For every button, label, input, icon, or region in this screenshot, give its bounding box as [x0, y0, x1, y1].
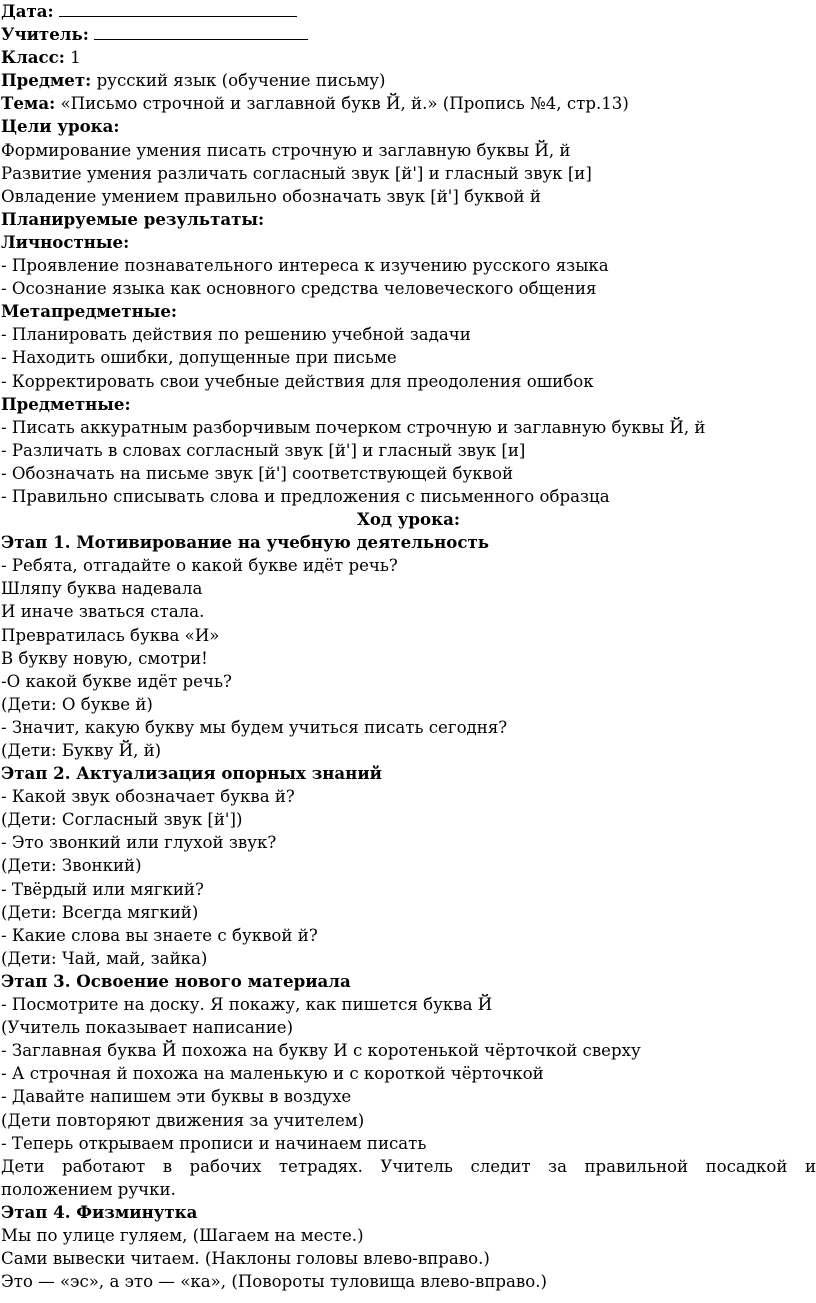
meta-result-item: - Находить ошибки, допущенные при письме [1, 348, 397, 368]
personal-result-item: - Проявление познавательного интереса к изучению русского языка [1, 256, 609, 276]
meta-result-item: - Планировать действия по решению учебной задачи [1, 325, 471, 345]
goal-item: Развитие умения различать согласный звук [й'] и гласный звук [и] [1, 163, 592, 183]
meta-results-heading: Метапредметные: [1, 301, 178, 322]
personal-result-item: - Осознание языка как основного средства человеческого общения [1, 279, 597, 299]
class-value: 1 [70, 48, 81, 68]
stage2-line: (Дети: Чай, май, зайка) [1, 948, 208, 968]
stage2-heading: Этап 2. Актуализация опорных знаний [1, 763, 382, 784]
personal-results-heading: Личностные: [1, 231, 130, 252]
date-blank [59, 0, 297, 17]
stage2-line: - Какие слова вы знаете с буквой й? [1, 925, 318, 945]
stage1-line: Шляпу буква надевала [1, 579, 203, 599]
goal-item: Овладение умением правильно обозначать звук [й'] буквой й [1, 186, 541, 206]
stage3-line: (Учитель показывает написание) [1, 1018, 294, 1038]
subject-value: русский язык (обучение письму) [96, 71, 386, 91]
topic-label: Тема: [1, 93, 56, 114]
subject-result-item: - Обозначать на письме звук [й'] соответствующей буквой [1, 463, 514, 483]
stage1-line: (Дети: О букве й) [1, 694, 153, 714]
stage2-line: (Дети: Звонкий) [1, 856, 142, 876]
stage3-line: - Давайте напишем эти буквы в воздухе [1, 1087, 352, 1107]
stage3-line: - Теперь открываем прописи и начинаем писать [1, 1133, 427, 1153]
stage2-line: - Это звонкий или глухой звук? [1, 833, 277, 853]
teacher-line [1, 23, 816, 46]
stage1-line: - Ребята, отгадайте о какой букве идёт речь? [1, 556, 398, 576]
stage3-paragraph-line: Дети работают в рабочих тетрадях. Учитель следит за правильной посадкой и [1, 1156, 816, 1176]
topic-line [1, 92, 816, 115]
subject-line [1, 69, 816, 92]
subject-result-item: - Писать аккуратным разборчивым почерком строчную и заглавную буквы Й, й [1, 417, 706, 437]
stage4-line: Это — «эс», а это — «ка», (Повороты туловища влево-вправо.) [1, 1272, 547, 1292]
subject-result-item: - Различать в словах согласный звук [й'] и гласный звук [и] [1, 440, 526, 460]
topic-value: «Письмо строчной и заглавной букв Й, й.» (Пропись №4, стр.13) [60, 94, 629, 114]
stage1-line: И иначе зваться стала. [1, 602, 205, 622]
stage2-line: (Дети: Всегда мягкий) [1, 902, 199, 922]
stage1-line: - Значит, какую букву мы будем учиться писать сегодня? [1, 717, 508, 737]
stage1-line: Превратилась буква «И» [1, 625, 220, 645]
stage3-line: - А строчная й похожа на маленькую и с короткой чёрточкой [1, 1064, 544, 1084]
class-line [1, 46, 816, 69]
stage2-line: (Дети: Согласный звук [й']) [1, 810, 243, 830]
stage3-line: - Заглавная буква Й похожа на букву И с коротенькой чёрточкой сверху [1, 1041, 641, 1061]
lesson-flow-heading: Ход урока: [357, 509, 460, 530]
stage3-heading: Этап 3. Освоение нового материала [1, 970, 351, 991]
stage4-line: Сами вывески читаем. (Наклоны головы влево-вправо.) [1, 1249, 490, 1269]
goals-heading: Цели урока: [1, 116, 120, 137]
stage1-line: (Дети: Букву Й, й) [1, 741, 162, 760]
subject-results-heading: Предметные: [1, 393, 131, 414]
stage2-line: - Твёрдый или мягкий? [1, 879, 204, 899]
teacher-blank [94, 23, 308, 40]
results-heading: Планируемые результаты: [1, 208, 265, 229]
subject-label: Предмет: [1, 70, 92, 91]
meta-result-item: - Корректировать свои учебные действия для преодоления ошибок [1, 371, 594, 391]
goal-item: Формирование умения писать строчную и заглавную буквы Й, й [1, 140, 571, 160]
stage3-line: (Дети повторяют движения за учителем) [1, 1110, 365, 1130]
stage3-line: - Посмотрите на доску. Я покажу, как пишется буква Й [1, 995, 493, 1015]
class-label: Класс: [1, 47, 65, 68]
date-line [1, 0, 816, 23]
stage4-line: Мы по улице гуляем, (Шагаем на месте.) [1, 1225, 364, 1245]
stage1-line: В букву новую, смотри! [1, 648, 208, 668]
stage4-heading: Этап 4. Физминутка [1, 1201, 198, 1222]
stage2-line: - Какой звук обозначает буква й? [1, 787, 295, 807]
teacher-label: Учитель: [1, 24, 89, 45]
stage3-paragraph-line: положением ручки. [1, 1179, 176, 1199]
subject-result-item: - Правильно списывать слова и предложения с письменного образца [1, 486, 610, 506]
stage1-line: -О какой букве идёт речь? [1, 671, 232, 691]
stage1-heading: Этап 1. Мотивирование на учебную деятельность [1, 532, 490, 553]
date-label: Дата: [1, 1, 54, 21]
